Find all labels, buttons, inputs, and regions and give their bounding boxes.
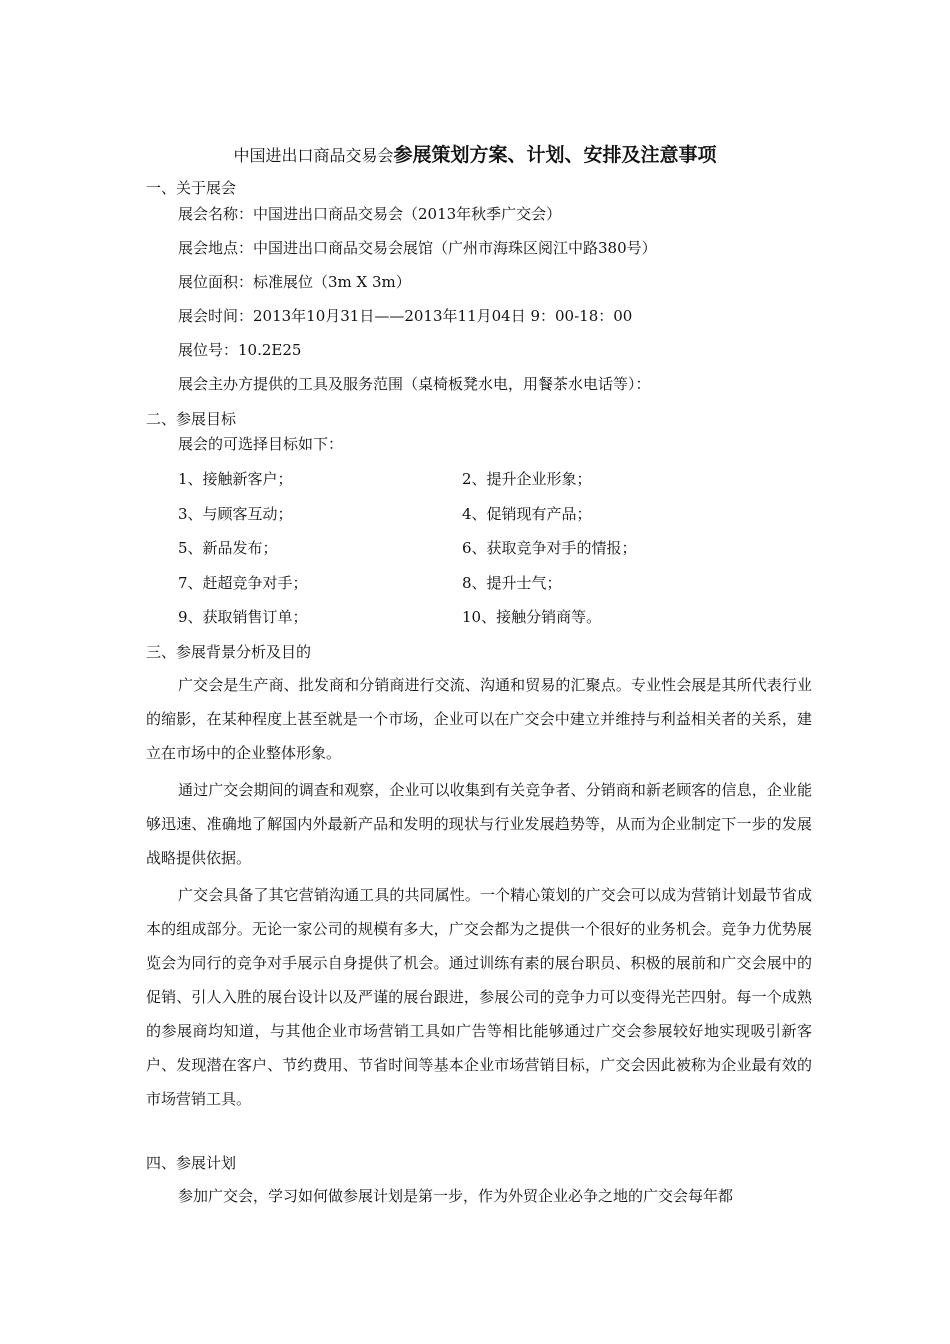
- booth-number: 展位号：10.2E25: [178, 341, 302, 359]
- goal-item: 7、赶超竞争对手；: [178, 574, 308, 592]
- title-main: 参展策划方案、计划、安排及注意事项: [393, 144, 717, 166]
- section1-heading: 一、关于展会: [146, 179, 237, 197]
- goal-item: 4、促销现有产品；: [462, 505, 592, 523]
- goal-item: 6、获取竞争对手的情报；: [462, 539, 637, 557]
- paragraph: 通过广交会期间的调查和观察，企业可以收集到有关竞争者、分销商和新老顾客的信息，企业能够迅速、准确地了解国内外最新产品和发明的现状与行业发展趋势等，从而为企业制定下一步的发展战略提供依据。: [146, 781, 812, 867]
- document-title: [0, 140, 950, 167]
- title-prefix: 中国进出口商品交易会: [233, 146, 394, 165]
- paragraph: 广交会具备了其它营销沟通工具的共同属性。一个精心策划的广交会可以成为营销计划最节省成本的组成部分。无论一家公司的规模有多大，广交会都为之提供一个很好的业务机会。竞争力优势展览会为同行的竞争对手展示自身提供了机会。通过训练有素的展台职员、积极的展前和广交会展中的促销、引人入胜的展台设计以及严谨的展台跟进，参展公司的竞争力可以变得光芒四射。每一个成熟的参展商均知道，与其他企业市场营销工具如广告等相比能够通过广交会参展较好地实现吸引新客户、发现潜在客户、节约费用、节省时间等基本企业市场营销目标，广交会因此被称为企业最有效的市场营销工具。: [146, 886, 812, 1108]
- goal-item: 10、接触分销商等。: [462, 608, 602, 626]
- exhibition-venue: 展会地点：中国进出口商品交易会展馆（广州市海珠区阅江中路380号）: [178, 239, 657, 257]
- goals-intro: 展会的可选择目标如下：: [178, 435, 344, 453]
- paragraph: 参加广交会，学习如何做参展计划是第一步，作为外贸企业必争之地的广交会每年都: [178, 1187, 734, 1205]
- booth-area: 展位面积：标准展位（3m X 3m）: [178, 273, 411, 291]
- goal-item: 1、接触新客户；: [178, 470, 293, 488]
- goal-item: 2、提升企业形象；: [462, 470, 592, 488]
- goal-item: 5、新品发布；: [178, 539, 278, 557]
- organizer-services: 展会主办方提供的工具及服务范围（桌椅板凳水电，用餐茶水电话等）：: [178, 375, 651, 393]
- exhibition-time: 展会时间：2013年10月31日——2013年11月04日 9：00-18：00: [178, 307, 633, 325]
- exhibition-name: 展会名称：中国进出口商品交易会（2013年秋季广交会）: [178, 205, 562, 223]
- section4-heading: 四、参展计划: [146, 1154, 237, 1172]
- goal-item: 9、获取销售订单；: [178, 608, 308, 626]
- section2-heading: 二、参展目标: [146, 410, 237, 428]
- goal-item: 8、提升士气；: [462, 574, 562, 592]
- paragraph: 广交会是生产商、批发商和分销商进行交流、沟通和贸易的汇聚点。专业性会展是其所代表行业的缩影，在某种程度上甚至就是一个市场，企业可以在广交会中建立并维持与利益相关者的关系，建立在市场中的企业整体形象。: [146, 676, 812, 762]
- goal-item: 3、与顾客互动；: [178, 505, 293, 523]
- section3-heading: 三、参展背景分析及目的: [146, 643, 312, 661]
